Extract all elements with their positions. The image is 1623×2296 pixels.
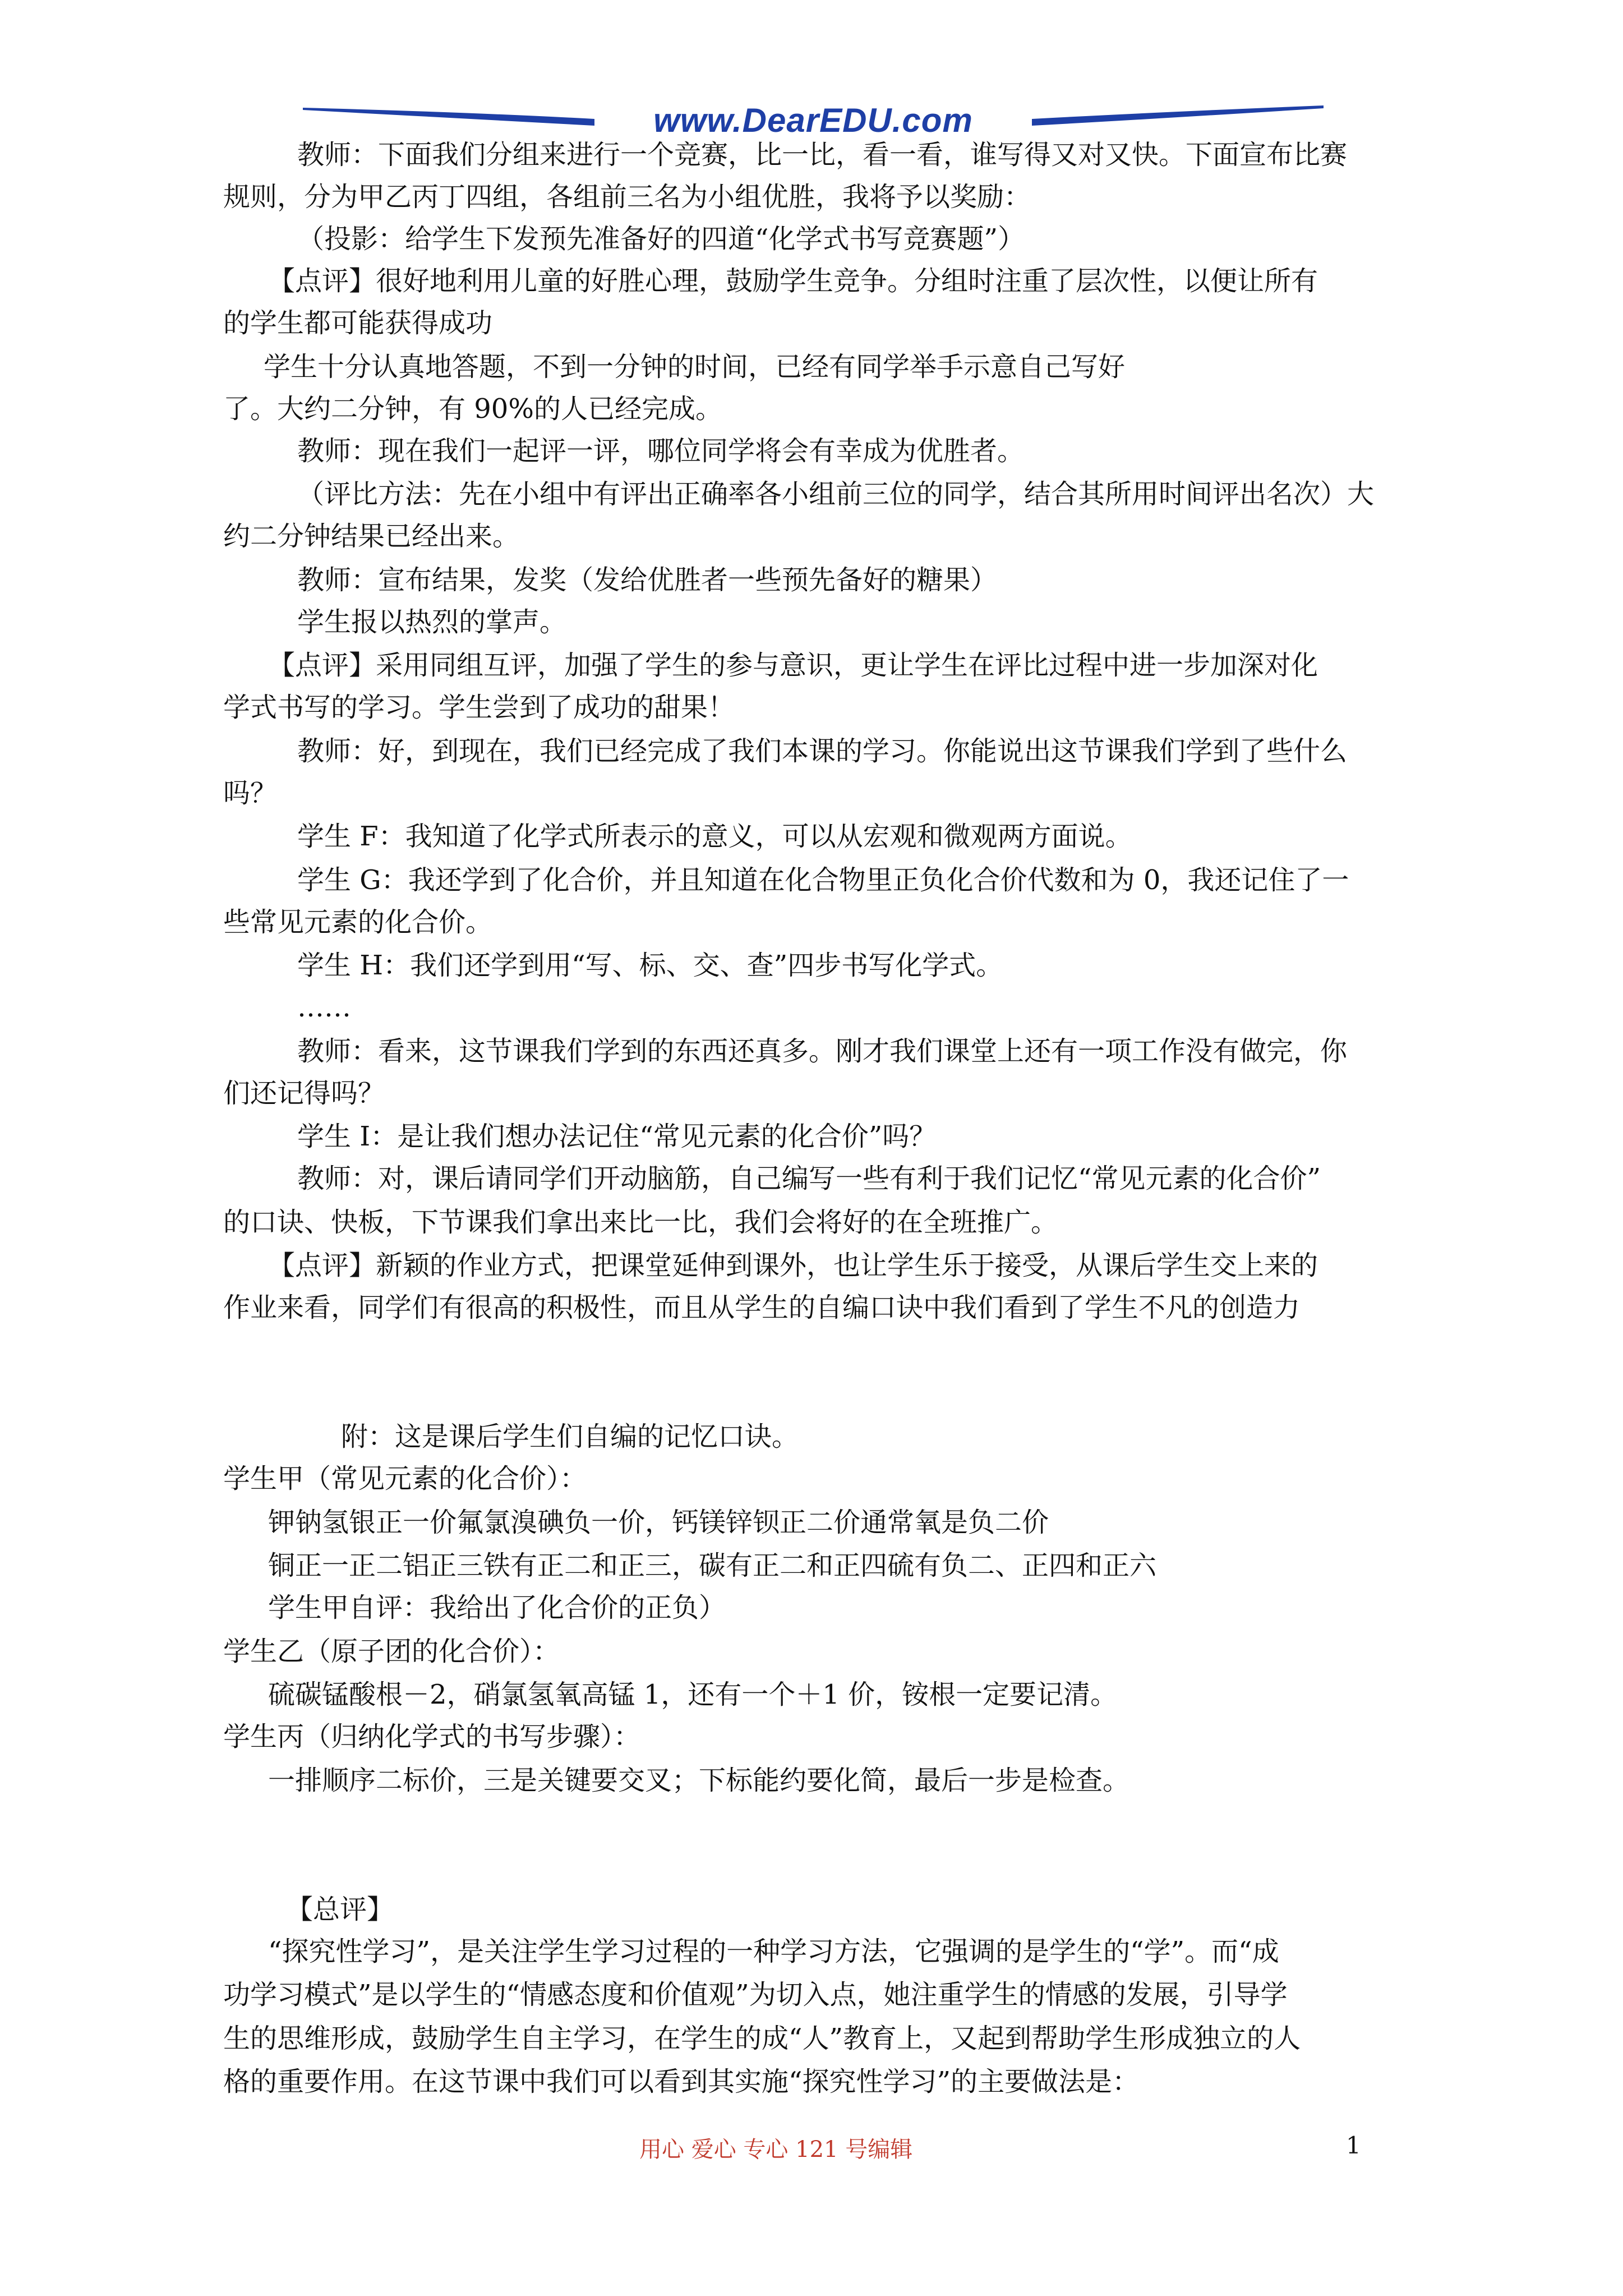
page-number: 1 [1346,2132,1361,2159]
review-line: 【点评】新颖的作业方式，把课堂延伸到课外，也让学生乐于接受，从课后学生交上来的 [268,1250,1318,1281]
text-line: （评比方法：先在小组中有评出正确率各小组前三位的同学，结合其所用时间评出名次）大 [297,478,1375,510]
text-line: 的学生都可能获得成功 [223,307,493,339]
text-line: 功学习模式”是以学生的“情感态度和价值观”为切入点，她注重学生的情感的发展，引导学 [223,1979,1288,2010]
appendix-intro: 附：这是课后学生们自编的记忆口诀。 [341,1421,799,1452]
review-line: 【点评】采用同组互评，加强了学生的参与意识，更让学生在评比过程中进一步加深对化 [268,650,1318,681]
text-line: 吗？ [223,777,278,809]
text-line: 生的思维形成，鼓励学生自主学习，在学生的成“人”教育上，又起到帮助学生形成独立的人 [223,2023,1301,2054]
review-line: 【点评】很好地利用儿童的好胜心理，鼓励学生竞争。分组时注重了层次性，以便让所有 [268,265,1318,297]
text-line: 学生 G：我还学到了化合价，并且知道在化合物里正负化合价代数和为 0，我还记住了一 [297,864,1349,896]
text-line: 教师：下面我们分组来进行一个竞赛，比一比，看一看，谁写得又对又快。下面宣布比赛 [297,139,1348,171]
mnemonic-line: 一排顺序二标价，三是关键要交叉；下标能约要化简，最后一步是检查。 [268,1765,1130,1796]
ellipsis: …… [297,992,351,1023]
text-line: 学生甲自评：我给出了化合价的正负） [268,1592,726,1623]
student-yi-heading: 学生乙（原子团的化合价）： [223,1636,560,1667]
student-bing-heading: 学生丙（归纳化学式的书写步骤）： [223,1721,641,1752]
text-line: 了。大约二分钟，有 90%的人已经完成。 [223,393,722,425]
text-line: 学生十分认真地答题，不到一分钟的时间，已经有同学举手示意自己写好 [264,351,1126,383]
logo-text: www.DearEDU.com [653,102,973,139]
mnemonic-line: 铜正一正二铝正三铁有正二和正三，碳有正二和正四硫有负二、正四和正六 [268,1550,1157,1581]
text-line: 教师：对，课后请同学们开动脑筋，自己编写一些有利于我们记忆“常见元素的化合价” [297,1163,1321,1194]
text-line: 教师：看来，这节课我们学到的东西还真多。刚才我们课堂上还有一项工作没有做完，你 [297,1036,1348,1067]
summary-heading: 【总评】 [286,1894,394,1925]
text-line: 格的重要作用。在这节课中我们可以看到其实施“探究性学习”的主要做法是： [223,2066,1140,2097]
header-logo [303,100,1324,140]
text-line: （投影：给学生下发预先准备好的四道“化学式书写竞赛题”） [297,223,1025,255]
text-line: 教师：好，到现在，我们已经完成了我们本课的学习。你能说出这节课我们学到了些什么 [297,735,1348,767]
text-line: 学生报以热烈的掌声。 [297,606,567,638]
text-line: 约二分钟结果已经出来。 [223,521,520,552]
text-line: 教师：现在我们一起评一评，哪位同学将会有幸成为优胜者。 [297,435,1025,467]
text-line: 作业来看，同学们有很高的积极性，而且从学生的自编口诀中我们看到了学生不凡的创造力 [223,1292,1301,1323]
mnemonic-line: 钾钠氢银正一价氟氯溴碘负一价，钙镁锌钡正二价通常氧是负二价 [268,1507,1049,1538]
footer-note: 用心 爱心 专心 121 号编辑 [639,2137,913,2162]
text-line: 些常见元素的化合价。 [223,907,493,938]
text-line: 学生 I：是让我们想办法记住“常见元素的化合价”吗？ [297,1121,937,1152]
text-line: 学式书写的学习。学生尝到了成功的甜果！ [223,692,735,723]
text-line: “探究性学习”，是关注学生学习过程的一种学习方法，它强调的是学生的“学”。而“成 [268,1936,1279,1967]
text-line: 学生 F：我知道了化学式所表示的意义，可以从宏观和微观两方面说。 [297,821,1132,852]
text-line: 们还记得吗？ [223,1078,385,1109]
text-line: 教师：宣布结果，发奖（发给优胜者一些预先备好的糖果） [297,564,998,596]
student-jia-heading: 学生甲（常见元素的化合价）： [223,1463,587,1494]
text-line: 的口诀、快板，下节课我们拿出来比一比，我们会将好的在全班推广。 [223,1207,1058,1238]
text-line: 规则，分为甲乙丙丁四组，各组前三名为小组优胜，我将予以奖励： [223,181,1031,213]
mnemonic-line: 硫碳锰酸根－2，硝氯氢氧高锰 1，还有一个＋1 价，铵根一定要记清。 [268,1679,1118,1710]
text-line: 学生 H：我们还学到用“写、标、交、查”四步书写化学式。 [297,950,1003,981]
